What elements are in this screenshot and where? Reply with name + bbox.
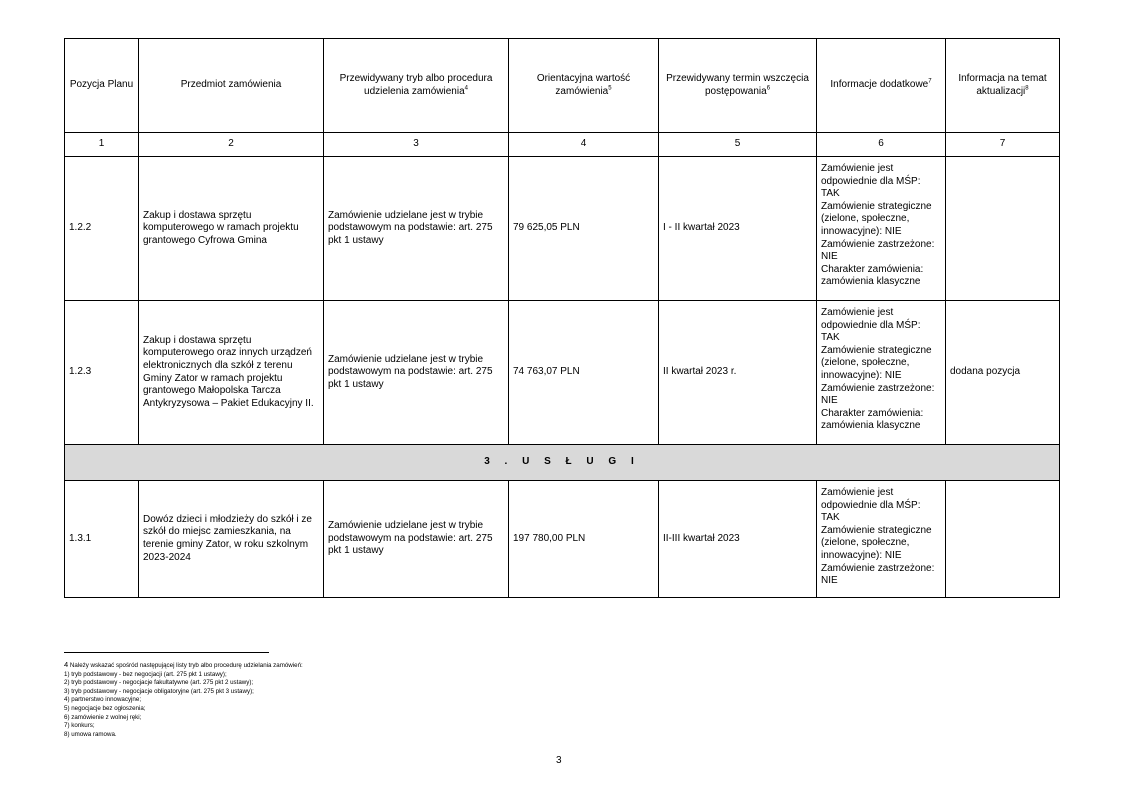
info-msp: Zamówienie jest odpowiednie dla MŚP: TAK [821,307,921,344]
column-number: 7 [946,133,1060,157]
cell-informacje [817,301,946,445]
table-row [65,481,1060,598]
header-termin: Przewidywany termin wszczęcia postępowania$^6$ [659,39,817,133]
cell-termin: II-III kwartał 2023 [659,481,817,598]
table-row [65,301,1060,445]
cell-tryb: Zamówienie udzielane jest w trybie podstawowym na podstawie: art. 275 pkt 1 ustawy [324,157,509,301]
procurement-plan-table [64,38,1060,598]
header-wartosc: Orientacyjna wartość zamówienia$^5$ [509,39,659,133]
cell-wartosc: 197 780,00 PLN [509,481,659,598]
footnote-intro [64,661,564,671]
footnote-item: 2) tryb podstawowy - negocjacje fakultatywne (art. 275 pkt 2 ustawy); [64,679,254,687]
column-number: 5 [659,133,817,157]
cell-wartosc: 79 625,05 PLN [509,157,659,301]
cell-przedmiot: Zakup i dostawa sprzętu komputerowego oraz innych urządzeń elektronicznych dla szkół z terenu Gminy Zator w ramach projektu grantowego Małopolska Tarcza Antykryzysowa – Pakiet Edukacyjny II. [139,301,324,445]
info-msp: Zamówienie jest odpowiednie dla MŚP: TAK [821,163,921,200]
footnotes [64,652,564,739]
table-row [65,157,1060,301]
cell-tryb: Zamówienie udzielane jest w trybie podstawowym na podstawie: art. 275 pkt 1 ustawy [324,301,509,445]
column-number-row [65,133,1060,157]
header-aktualizacja: Informacja na temat aktualizacji$^8$ [946,39,1060,133]
cell-aktualizacja [946,157,1060,301]
section-header-row [65,445,1060,481]
header-tryb: Przewidywany tryb albo procedura udzielenia zamówienia$^4$ [324,39,509,133]
header-informacje: Informacje dodatkowe$^7$ [817,39,946,133]
column-number: 6 [817,133,946,157]
table-header-row [65,39,1060,133]
info-zastrzezone: Zamówienie zastrzeżone: NIE [821,382,935,407]
cell-pozycja: 1.2.2 [65,157,139,301]
info-zastrzezone: Zamówienie zastrzeżone: NIE [821,562,935,587]
cell-pozycja: 1.3.1 [65,481,139,598]
footnote-divider [64,652,269,653]
footnote-item: 1) tryb podstawowy - bez negocjacji (art. 275 pkt 1 ustawy); [64,670,227,678]
cell-przedmiot: Dowóz dzieci i młodzieży do szkół i ze szkół do miejsc zamieszkania, na terenie gminy Zator, w roku szkolnym 2023-2024 [139,481,324,598]
info-strategiczne: Zamówienie strategiczne (zielone, społeczne, innowacyjne): NIE [821,524,932,561]
cell-informacje [817,481,946,598]
header-pozycja: Pozycja Planu [65,39,139,133]
cell-termin: II kwartał 2023 r. [659,301,817,445]
info-msp: Zamówienie jest odpowiednie dla MŚP: TAK [821,487,921,524]
footnote-item: 7) konkurs; [64,722,95,730]
info-zastrzezone: Zamówienie zastrzeżone: NIE [821,238,935,263]
cell-pozycja: 1.2.3 [65,301,139,445]
header-przedmiot: Przedmiot zamówienia [139,39,324,133]
cell-termin: I - II kwartał 2023 [659,157,817,301]
cell-wartosc: 74 763,07 PLN [509,301,659,445]
footnote-item: 8) umowa ramowa. [64,730,117,738]
footnote-item: 3) tryb podstawowy - negocjacje obligatoryjne (art. 275 pkt 3 ustawy); [64,687,254,695]
info-strategiczne: Zamówienie strategiczne (zielone, społeczne, innowacyjne): NIE [821,344,932,381]
footnote-intro-text: Należy wskazać spośród następującej listy tryb albo procedurę udzielania zamówień: [69,662,303,669]
page-number: 3 [556,755,562,766]
column-number: 4 [509,133,659,157]
cell-aktualizacja [946,481,1060,598]
column-number: 2 [139,133,324,157]
footnote-mark: 4 [64,660,69,669]
info-charakter: Charakter zamówienia: zamówienia klasyczne [821,407,924,432]
section-title-uslugi: 3 . U S Ł U G I [65,445,1060,481]
cell-przedmiot: Zakup i dostawa sprzętu komputerowego w ramach projektu grantowego Cyfrowa Gmina [139,157,324,301]
footnote-item: 6) zamówienie z wolnej ręki; [64,713,142,721]
cell-informacje [817,157,946,301]
column-number: 1 [65,133,139,157]
cell-tryb: Zamówienie udzielane jest w trybie podstawowym na podstawie: art. 275 pkt 1 ustawy [324,481,509,598]
column-number: 3 [324,133,509,157]
info-strategiczne: Zamówienie strategiczne (zielone, społeczne, innowacyjne): NIE [821,200,932,237]
footnote-item: 4) partnerstwo innowacyjne; [64,696,142,704]
info-charakter: Charakter zamówienia: zamówienia klasyczne [821,263,924,288]
footnote-item: 5) negocjacje bez ogłoszenia; [64,704,146,712]
cell-aktualizacja: dodana pozycja [946,301,1060,445]
